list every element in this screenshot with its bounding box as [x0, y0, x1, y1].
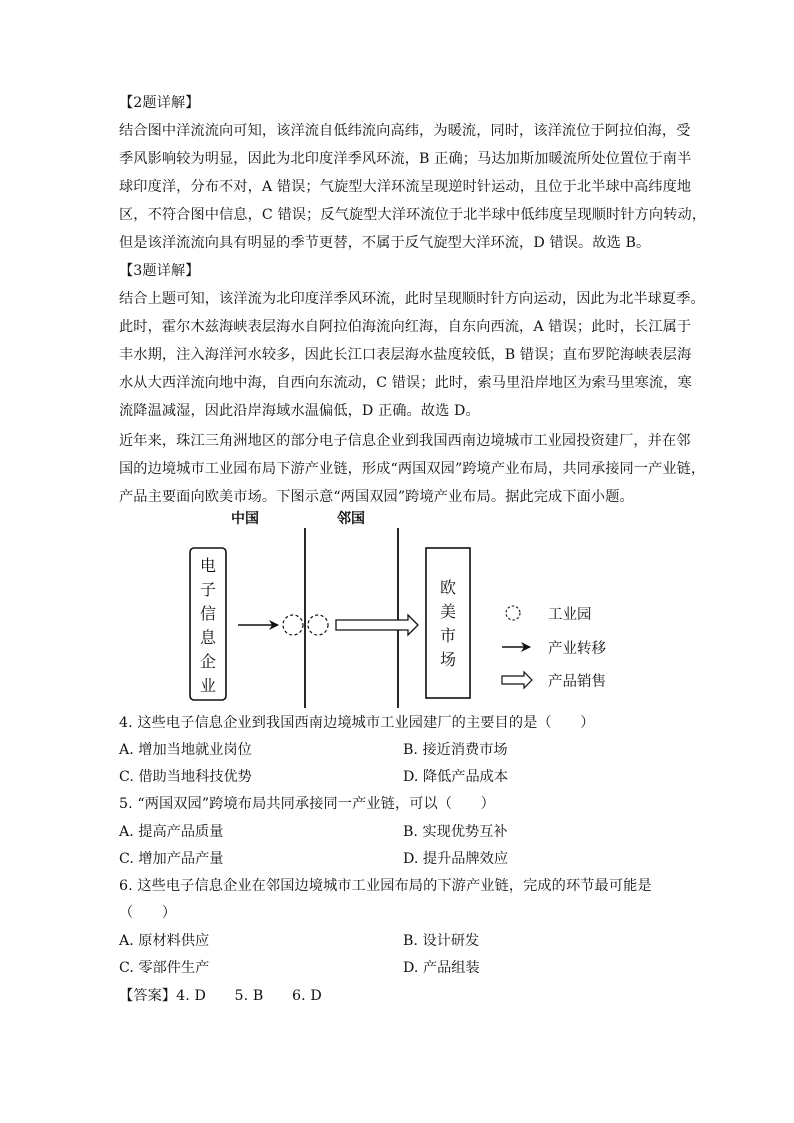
q3-explanation-line: 结合上题可知，该洋流为北印度洋季风环流，此时呈现顺时针方向运动，因此为北半球夏季。 [119, 291, 705, 307]
question-5-option-a[interactable]: A. 提高产品质量 [119, 824, 224, 840]
question-6-option-d[interactable]: D. 产品组装 [403, 960, 480, 976]
question-4-option-a[interactable]: A. 增加当地就业岗位 [119, 742, 252, 758]
question-6-stem: 6. 这些电子信息企业在邻国边境城市工业园布局的下游产业链，完成的环节最可能是 [119, 878, 652, 894]
q2-explanation-line: 球印度洋，分布不对，A 错误；气旋型大洋环流呈现逆时针运动，且位于北半球中高纬度地 [119, 179, 692, 195]
material-line: 国的边境城市工业园布局下游产业链，形成“两国双园”跨境产业布局，共同承接同一产业链， [119, 461, 706, 477]
question-6-option-c[interactable]: C. 零部件生产 [119, 960, 210, 976]
q2-explanation-line: 季风影响较为明显，因此为北印度洋季风环流，B 正确；马达加斯加暖流所处位置位于南半 [119, 151, 692, 167]
enterprise-char: 电 [199, 556, 216, 575]
question-4-option-d[interactable]: D. 降低产品成本 [403, 769, 509, 785]
sales-arrow [336, 615, 418, 635]
material-line: 产品主要面向欧美市场。下图示意“两国双园”跨境产业布局。据此完成下面小题。 [119, 489, 634, 505]
question-5-option-c[interactable]: C. 增加产品产量 [119, 851, 224, 867]
answer-line: 【答案】4. D 5. B 6. D [119, 988, 322, 1004]
industrial-park-china [283, 615, 303, 635]
industry-layout-diagram [180, 508, 630, 708]
question-6-option-b[interactable]: B. 设计研发 [403, 933, 480, 949]
question-5-stem: 5. “两国双园”跨境布局共同承接同一产业链，可以（ ） [119, 796, 495, 812]
enterprise-char: 信 [199, 604, 216, 623]
q3-explanation-header: 【3题详解】 [119, 263, 200, 279]
label-china: 中国 [231, 511, 259, 527]
material-line: 近年来，珠江三角洲地区的部分电子信息企业到我国西南边境城市工业园投资建厂，并在邻 [119, 433, 691, 449]
market-char: 场 [439, 650, 456, 669]
q3-explanation-line: 流降温减湿，因此沿岸海域水温偏低，D 正确。故选 D。 [119, 403, 480, 419]
legend-transfer-label: 产业转移 [548, 641, 606, 657]
market-char: 美 [439, 602, 456, 621]
question-6-option-a[interactable]: A. 原材料供应 [119, 933, 210, 949]
enterprise-char: 子 [199, 580, 216, 599]
enterprise-char: 企 [199, 652, 216, 671]
market-char: 市 [439, 626, 456, 645]
question-6-stem-continued: （ ） [119, 905, 177, 921]
q2-explanation-line: 区，不符合图中信息，C 错误；反气旋型大洋环流位于北半球中低纬度呈现顺时针方向转动， [119, 207, 707, 223]
enterprise-char: 息 [199, 628, 216, 647]
q2-explanation-line: 结合图中洋流流向可知，该洋流自低纬流向高纬，为暖流，同时，该洋流位于阿拉伯海，受 [119, 123, 691, 139]
market-box-text [438, 576, 458, 672]
question-5-option-d[interactable]: D. 提升品牌效应 [403, 851, 509, 867]
enterprise-box-text [198, 554, 218, 698]
enterprise-char: 业 [199, 676, 216, 695]
question-4-option-b[interactable]: B. 接近消费市场 [403, 742, 508, 758]
legend-park-label: 工业园 [548, 607, 592, 623]
industrial-park-neighbor [308, 615, 328, 635]
label-neighbor: 邻国 [337, 511, 365, 527]
market-char: 欧 [439, 578, 456, 597]
legend-sales-label: 产品销售 [548, 674, 606, 690]
q2-explanation-header: 【2题详解】 [119, 95, 200, 111]
question-4-stem: 4. 这些电子信息企业到我国西南边境城市工业园建厂的主要目的是（ ） [119, 715, 595, 731]
legend-sales-symbol [502, 672, 532, 688]
question-4-option-c[interactable]: C. 借助当地科技优势 [119, 769, 252, 785]
q3-explanation-line: 此时，霍尔木兹海峡表层海水自阿拉伯海流向红海，自东向西流，A 错误；此时，长江属于 [119, 319, 692, 335]
q3-explanation-line: 丰水期，注入海洋河水较多，因此长江口表层海水盐度较低，B 错误；直布罗陀海峡表层海 [119, 347, 692, 363]
q3-explanation-line: 水从大西洋流向地中海，自西向东流动，C 错误；此时，索马里沿岸地区为索马里寒流，寒 [119, 375, 692, 391]
question-5-option-b[interactable]: B. 实现优势互补 [403, 824, 508, 840]
q2-explanation-line: 但是该洋流流向具有明显的季节更替，不属于反气旋型大洋环流，D 错误。故选 B。 [119, 235, 651, 251]
legend-park-symbol [506, 606, 520, 620]
